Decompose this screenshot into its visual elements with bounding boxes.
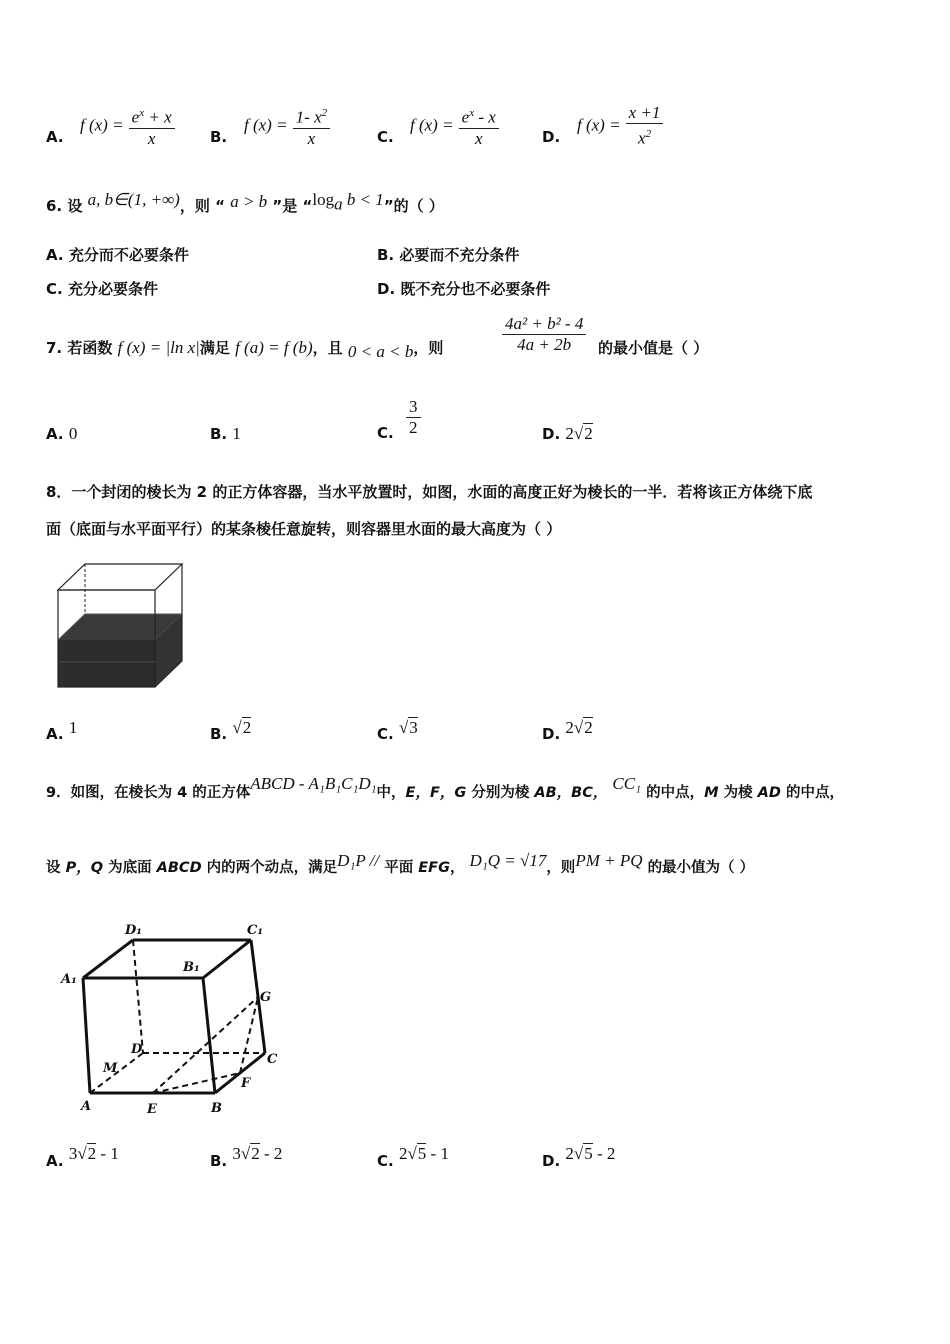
q6-a-letter: A. (46, 246, 64, 264)
q7-option-b (210, 424, 241, 444)
q6-prefix: 设 (67, 197, 83, 215)
q6-option-c (46, 279, 158, 299)
q8-line1: 8．一个封闭的棱长为 2 的正方体容器，当水平放置时，如图，水面的高度正好为棱长的一半．若将该正方体绕下底 (46, 483, 813, 501)
q8-d-rad: 2 (584, 718, 593, 737)
q5-b-lhs: f (x) = (244, 115, 288, 135)
q7-t1: 若函数 (67, 339, 113, 357)
q9-b-rad: 2 (251, 1144, 260, 1163)
q8-c-rad: 3 (409, 718, 418, 737)
q5-option-d-formula (577, 103, 663, 149)
q8-b-rad: 2 (242, 718, 252, 737)
q9-a-rad: 2 (87, 1144, 97, 1163)
q5-c-fraction (459, 103, 499, 149)
q6-b-text: 必要而不充分条件 (399, 246, 520, 264)
q5-option-a-letter: A. (46, 128, 64, 146)
q7-expr-num: 4a² + b² - 4 (502, 314, 586, 335)
q5-a-fraction (129, 103, 175, 149)
q6-cond2 (312, 190, 384, 214)
q6-a-text: 充分而不必要条件 (68, 246, 189, 264)
q6-cond1: a > b (230, 192, 268, 211)
q9-c-value: 2√5 - 1 (398, 1144, 449, 1163)
q7-expression-fraction (502, 314, 586, 355)
q7-d-coef: 2 (565, 424, 574, 443)
q9-l2b: 为底面 (108, 860, 152, 876)
q7-t3: ，且 (312, 339, 343, 357)
q9-option-c (377, 1144, 449, 1171)
q5-c-den: x (474, 128, 483, 148)
q9-ad: AD (757, 785, 781, 801)
q9-pts: E，F，G (405, 785, 467, 801)
q6-suffix: ”的（ ） (383, 197, 444, 215)
label-d1: D₁ (125, 923, 142, 938)
label-d: D (131, 1042, 143, 1057)
q7-d-value: 2√2 (565, 424, 593, 443)
q9-c-rest: - 1 (426, 1144, 449, 1163)
q9-l2a: 设 (46, 860, 61, 876)
q6-cond2-rest: b < 1 (342, 190, 384, 209)
q6-number: 6. (46, 197, 63, 215)
q8-option-b (210, 718, 252, 744)
q5-c-lhs: f (x) = (410, 115, 454, 135)
q9-cond1: D₁P // (337, 851, 380, 870)
q9-cube-figure (55, 915, 295, 1120)
q9-l1f: 的中点， (785, 785, 844, 801)
label-a1: A₁ (61, 972, 77, 987)
q9-l2e: ， (449, 860, 465, 876)
q6-d-text: 既不充分也不必要条件 (400, 280, 551, 298)
q8-d-value: 2√2 (565, 718, 593, 737)
q5-c-num-base: e (461, 107, 470, 127)
q5-b-den: x (307, 128, 316, 148)
q5-c-num-rest: - x (474, 107, 496, 127)
q5-c-num-sup: x (469, 107, 475, 119)
q9-a-letter: A. (46, 1152, 64, 1170)
q9-efg: EFG (418, 860, 450, 876)
q9-l1c: 分别为棱 (471, 785, 530, 801)
q9-edges: AB，BC， (534, 785, 608, 801)
q6-option-b (377, 245, 519, 265)
q8-option-d (542, 718, 593, 744)
q9-d-rest: - 2 (592, 1144, 616, 1163)
q9-d-value: 2√5 - 2 (565, 1144, 616, 1163)
q9-l2g: 的最小值为（ ） (647, 860, 755, 876)
q7-expression (502, 314, 586, 355)
q8-a-value: 1 (68, 718, 78, 737)
q5-option-c-letter: C. (377, 128, 394, 146)
q9-l1a: 9．如图，在棱长为 4 的正方体 (46, 785, 251, 801)
q9-cube-name: ABCD - A₁B₁C₁D₁ (250, 774, 377, 793)
q6-c-letter: C. (46, 280, 63, 298)
q5-option-c-formula (410, 103, 499, 149)
q5-b-num-base: 1- x (295, 107, 322, 127)
q9-d-letter: D. (542, 1152, 561, 1170)
q7-cond: f (a) = f (b) (235, 338, 313, 357)
q7-suffix: 的最小值是（ ） (598, 339, 709, 357)
q9-b-letter: B. (210, 1152, 228, 1170)
q9-line1 (46, 774, 844, 803)
q7-option-d (542, 424, 593, 444)
q5-b-num-sup: 2 (321, 107, 328, 119)
q7-ineq: 0 < a < b (347, 342, 414, 361)
label-b1: B₁ (183, 960, 200, 975)
q8-line2: 面（底面与水平面平行）的某条棱任意旋转，则容器里水面的最大高度为（ ） (46, 520, 562, 538)
q9-cond2: D₁Q = √17 (469, 851, 547, 870)
q5-d-fraction (626, 103, 664, 149)
q6-set-math: a, b∈(1, +∞) (87, 190, 180, 209)
q6-option-a (46, 245, 189, 265)
q7-c-den: 2 (409, 418, 418, 437)
q6-c-text: 充分必要条件 (67, 280, 158, 298)
q6-d-letter: D. (377, 280, 396, 298)
q6-cond2-sub: a (334, 194, 343, 214)
q7-f-def: f (x) = |ln x| (117, 338, 200, 357)
q7-b-letter: B. (210, 425, 228, 443)
q9-a-coef: 3 (68, 1144, 78, 1163)
q8-option-a (46, 718, 78, 744)
q8-c-value: √3 (398, 718, 418, 737)
q9-option-b (210, 1144, 283, 1171)
q7-a-letter: A. (46, 425, 64, 443)
q9-a-value: 3√2 - 1 (68, 1144, 119, 1163)
q9-line2 (46, 851, 755, 878)
q7-option-c-letter: C. (377, 424, 394, 442)
q8-d-letter: D. (542, 725, 561, 743)
q8-b-value: √2 (232, 718, 252, 737)
q9-b-coef: 3 (232, 1144, 241, 1163)
q9-l2c: 内的两个动点，满足 (206, 860, 338, 876)
q9-b-rest: - 2 (259, 1144, 283, 1163)
q5-a-lhs: f (x) = (80, 115, 124, 135)
label-a: A (81, 1099, 92, 1114)
label-c1: C₁ (247, 923, 264, 938)
label-m: M (103, 1061, 118, 1076)
q8-option-c (377, 718, 418, 744)
q7-option-a (46, 424, 77, 444)
q9-c-rad: 5 (417, 1144, 427, 1163)
q9-a-rest: - 1 (96, 1144, 119, 1163)
q5-b-fraction (293, 103, 330, 149)
q7-c-num: 3 (406, 397, 421, 418)
q7-t2: 满足 (199, 339, 230, 357)
q7-option-c-fraction (406, 397, 421, 438)
q5-option-b-letter: B. (210, 128, 228, 146)
label-e: E (147, 1102, 157, 1117)
q9-d-coef: 2 (565, 1144, 574, 1163)
q9-l1d: 的中点， (646, 785, 705, 801)
q6-option-d (377, 279, 550, 299)
q7-stem (46, 338, 444, 361)
q9-d-rad: 5 (584, 1144, 593, 1163)
q9-option-d (542, 1144, 616, 1171)
q6-b-letter: B. (377, 246, 395, 264)
q8-c-letter: C. (377, 725, 394, 743)
q5-a-num-rest: + x (144, 107, 172, 127)
q9-m-pt: M (704, 785, 719, 801)
q7-b-value: 1 (232, 424, 241, 443)
q5-d-den-sup: 2 (645, 128, 652, 140)
q6-cond2-log: log (312, 190, 335, 209)
q9-pq: P，Q (65, 860, 104, 876)
q6-mid1: ，则 “ (179, 197, 225, 215)
q5-option-d-letter: D. (542, 128, 561, 146)
label-f: F (241, 1076, 251, 1091)
q9-abcd: ABCD (156, 860, 202, 876)
q8-a-letter: A. (46, 725, 64, 743)
label-c: C (267, 1052, 278, 1067)
q9-l1e: 为棱 (723, 785, 753, 801)
q7-a-value: 0 (68, 424, 78, 443)
q9-l2f: ，则 (546, 860, 576, 876)
q8-cube-figure (50, 558, 190, 693)
q5-a-den: x (147, 128, 156, 148)
q5-d-den-base: x (638, 128, 646, 148)
q9-option-a (46, 1144, 119, 1171)
q7-expr-den: 4a + 2b (517, 335, 572, 354)
q7-t4: ，则 (413, 339, 444, 357)
q9-l2d: 平面 (384, 860, 414, 876)
q5-d-num: x +1 (626, 103, 664, 124)
q5-d-lhs: f (x) = (577, 115, 621, 135)
label-b: B (211, 1101, 222, 1116)
q5-a-num-base: e (131, 107, 140, 127)
q7-d-rad: 2 (584, 424, 593, 443)
q8-d-coef: 2 (565, 718, 574, 737)
q7-number: 7. (46, 339, 63, 357)
q9-l1b: 中， (376, 785, 406, 801)
q7-d-letter: D. (542, 425, 561, 443)
q5-a-num-sup: x (139, 107, 145, 119)
q5-option-a-formula (80, 103, 175, 149)
q9-cc1: CC₁ (612, 774, 642, 793)
q6-stem (46, 190, 444, 220)
q9-c-letter: C. (377, 1152, 394, 1170)
q9-expr: PM + PQ (575, 851, 643, 870)
label-g: G (260, 990, 272, 1005)
q6-mid2: ”是 “ (267, 197, 313, 215)
q8-b-letter: B. (210, 725, 228, 743)
q9-b-value: 3√2 - 2 (232, 1144, 283, 1163)
water-front-face (58, 640, 155, 687)
q9-c-coef: 2 (398, 1144, 408, 1163)
q5-option-b-formula (244, 103, 330, 149)
